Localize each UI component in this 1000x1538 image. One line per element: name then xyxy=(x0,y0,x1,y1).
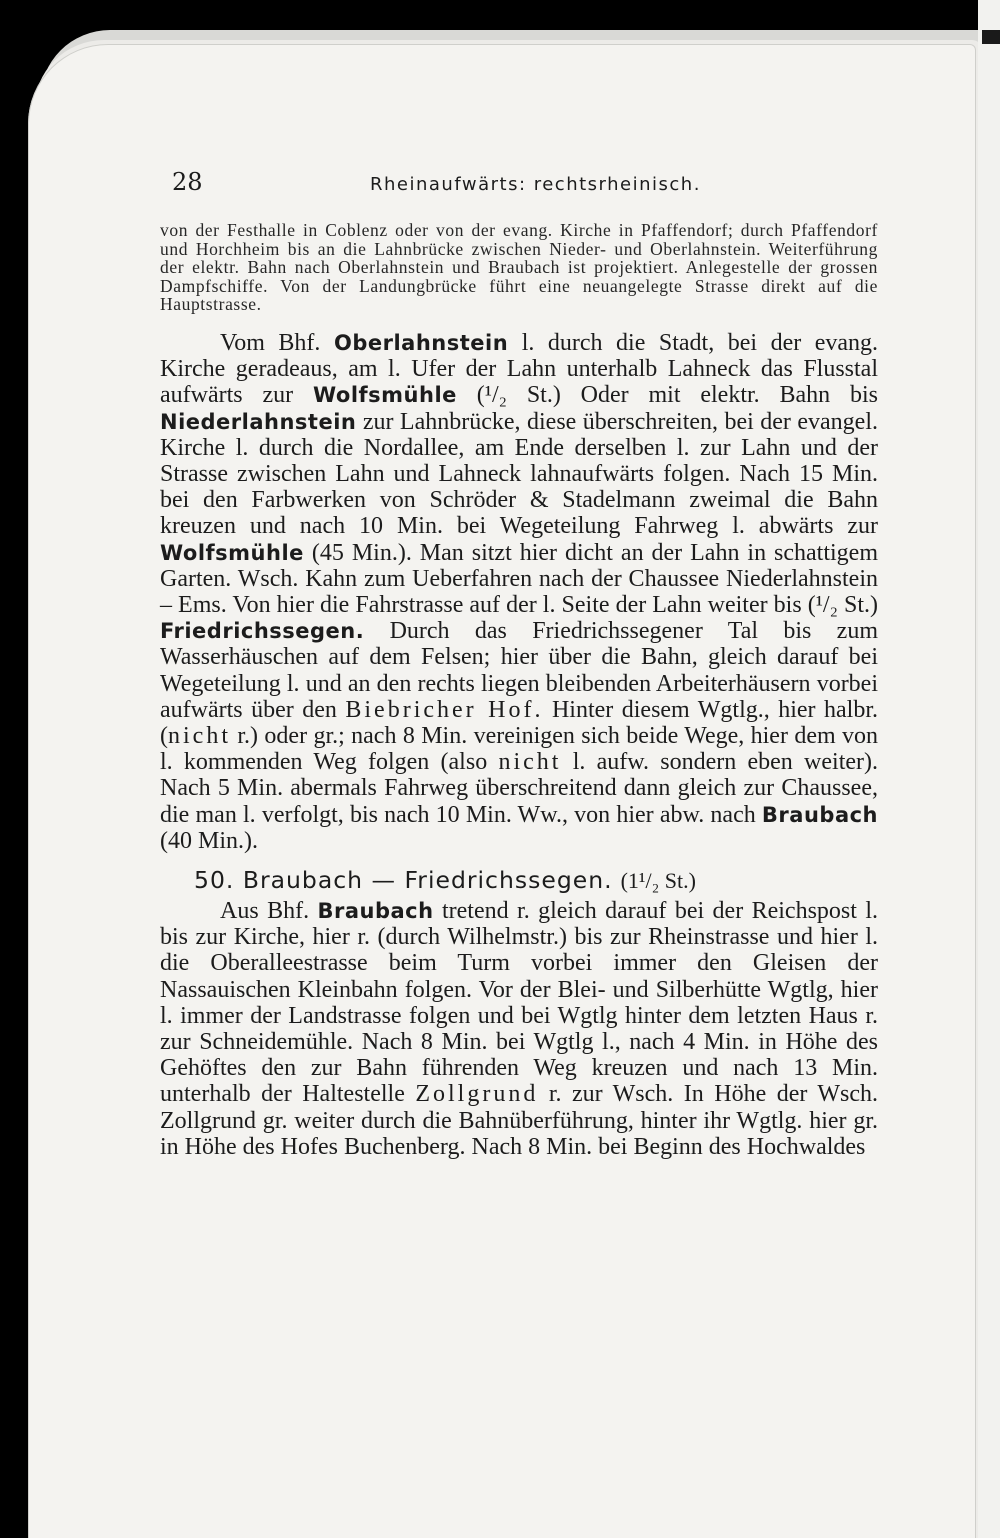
place-braubach-start: Braubach xyxy=(317,899,434,924)
text-run: tretend r. gleich darauf bei der Reichspost l. bis zur Kirche, hier r. (durch Wilhelmstr.) bis zur Rheinstrasse und hier l. die Oberalleestrasse beim Turm vorbei immer den Gleisen der Nassauischen Kleinbahn folgen. Vor der Blei- und Silberhütte Wgtlg, hier l. immer der Landstrasse folgen und bei Wgtlg hinter dem letzten Haus r. zur Schneidemühle. Nach 8 Min. bei Wgtlg l., nach 4 Min. in Höhe des Gehöftes den zur Bahn führenden Weg kreuzen und nach 13 Min. unterhalb der Haltestelle xyxy=(160,898,878,1108)
route-49-paragraph xyxy=(160,330,878,854)
text-run: zur Lahnbrücke, diese überschreiten, bei der evangel. Kirche l. durch die Nordallee, am Ende derselben l. zur Lahn und der Strasse zwischen Lahn und Lahneck lahnaufwärts folgen. Nach 15 Min. bei den Farbwerken von Schröder & Stadelmann zweimal die Bahn kreuzen und nach 10 Min. bei Wegeteilung Fahrweg l. abwärts zur xyxy=(160,408,878,540)
text-run: (40 Min.). xyxy=(160,827,258,854)
small-print-note: von der Festhalle in Coblenz oder von der evang. Kirche in Pfaffendorf; durch Pfaffendorf und Horchheim bis an die Lahnbrücke zwischen Nieder- und Oberlahnstein. Weiterführung der elektr. Bahn nach Oberlahnstein und Braubach ist projektiert. Anlegestelle der grossen Dampfschiffe. Von der Landungbrücke führt eine neuangelegte Strasse direkt auf die Hauptstrasse. xyxy=(160,220,878,315)
emphasis-nicht-2: nicht xyxy=(498,749,562,776)
next-page-sliver xyxy=(978,0,1000,1538)
text-run: Durch das Friedrichssegener Tal bis zum Wasserhäuschen auf dem Felsen; hier über die Bahn, gleich darauf bei Wegeteilung l. und an den rechts liegen bleibenden Arbeiterhäusern vorbei aufwärts über den xyxy=(160,618,879,723)
emphasis-nicht: nicht xyxy=(168,723,231,750)
text-run: Aus Bhf. xyxy=(220,898,310,925)
place-biebricher-hof: Biebricher Hof. xyxy=(345,696,544,723)
running-head: Rheinaufwärts: rechtsrheinisch. xyxy=(370,174,701,195)
text-run: r. zur Wsch. In Höhe der Wsch. Zollgrund gr. weiter durch die Bahnüberführung, hinter ihr Wgtlg. hier gr. in Höhe des Hofes Buchenberg. Nach 8 Min. bei Beginn des Hochwaldes xyxy=(160,1081,879,1160)
route-50-heading xyxy=(194,866,878,894)
page-number: 28 xyxy=(172,168,203,196)
place-friedrichssegen: Friedrichssegen. xyxy=(160,619,365,644)
route-50-duration: (1¹/₂ St.) xyxy=(620,868,696,894)
place-wolfsmuehle-2: Wolfsmühle xyxy=(160,540,304,565)
text-run: (¹/₂ St.) Oder mit elektr. Bahn bis xyxy=(476,382,879,409)
place-niederlahnstein: Niederlahnstein xyxy=(160,409,357,434)
page-header xyxy=(160,168,878,208)
route-50-title: 50. Braubach — Friedrichssegen. xyxy=(194,866,613,895)
text-run: Hinter diesem Wgtlg., hier halbr. ( xyxy=(160,696,879,750)
text-run: l. durch die Stadt, bei der evang. Kirche geradeaus, am l. Ufer der Lahn unterhalb Lahneck das Flusstal aufwärts zur xyxy=(160,329,879,409)
place-zollgrund: Zollgrund xyxy=(415,1081,539,1108)
text-run: l. aufw. sondern eben weiter). Nach 5 Min. abermals Fahrweg überschreitend dann gleich zur Chaussee, die man l. verfolgt, bis nach 10 Min. Ww., von hier abw. nach xyxy=(160,749,879,828)
text-run: (45 Min.). Man sitzt hier dicht an der Lahn in schattigem Garten. Wsch. Kahn zum Ueberfahren nach der Chaussee Niederlahnstein – Ems. Von hier die Fahrstrasse auf der l. Seite der Lahn weiter bis (¹/₂ St.) xyxy=(160,539,879,618)
place-oberlahnstein: Oberlahnstein xyxy=(333,330,509,355)
place-braubach: Braubach xyxy=(761,802,879,827)
place-wolfsmuehle: Wolfsmühle xyxy=(312,383,457,408)
text-run: Vom Bhf. xyxy=(220,329,321,356)
text-run: r.) oder gr.; nach 8 Min. vereinigen sich beide Wege, hier dem von l. kommenden Weg folgen (also xyxy=(160,723,879,776)
route-50-paragraph xyxy=(160,898,878,1160)
page-tab-marker xyxy=(982,30,1000,44)
page-content xyxy=(160,168,878,1160)
